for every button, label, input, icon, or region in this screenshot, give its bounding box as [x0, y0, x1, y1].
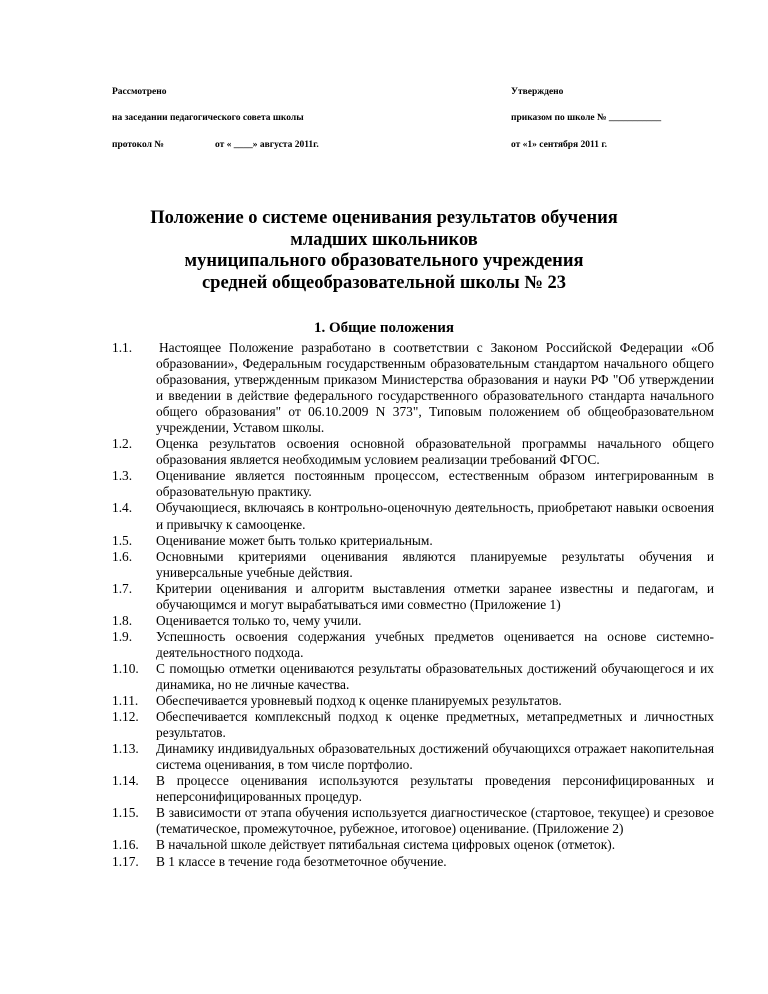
list-item: [112, 581, 714, 613]
list-item: [112, 500, 714, 532]
title-line-1: Положение о системе оценивания результатов обучения: [150, 208, 618, 228]
list-item: [112, 533, 714, 549]
list-item: [112, 629, 714, 661]
header-order: приказом по школе № ___________: [511, 113, 662, 123]
list-item: [112, 436, 714, 468]
item-number: 1.6.: [112, 548, 133, 564]
title-line-4: средней общеобразовательной школы № 23: [201, 272, 567, 293]
header-approved: Утверждено: [511, 87, 564, 97]
item-text: Настоящее Положение разработано в соответствии с Законом Российской Федерации «Об образовании», Федеральным государственным образовательным стандартом начального общего образования, утвержденным приказом Министерства образования и науки РФ "Об утверждении и введении в действие федерального государственного образовательного стандарта начального общего образования" от 06.10.2009 N 373", Типовым положением об общеобразовательном учреждении, Уставом школы.: [156, 340, 714, 436]
list-item: [112, 661, 714, 693]
item-number: 1.3.: [112, 468, 133, 484]
item-number: 1.4.: [112, 500, 133, 516]
header-meeting: на заседании педагогического совета школы: [112, 113, 304, 123]
items-list: [112, 340, 714, 870]
list-item: [112, 468, 714, 500]
document-title: [0, 208, 768, 294]
item-text: В начальной школе действует пятибальная система цифровых оценок (отметок).: [156, 837, 616, 853]
item-text: Обучающиеся, включаясь в контрольно-оценочную деятельность, приобретают навыки освоения и привычку к самооценке.: [156, 500, 714, 532]
title-line-2: младших школьников: [290, 229, 478, 250]
list-item: [112, 837, 714, 853]
item-number: 1.14.: [112, 773, 139, 789]
item-text: Основными критериями оценивания являются планируемые результаты обучения и универсальные учебные действия.: [156, 548, 714, 580]
list-item: [112, 773, 714, 805]
item-text: В процессе оценивания используются результаты проведения персонифицированных и неперсонифицированных процедур.: [156, 773, 714, 805]
list-item: [112, 741, 714, 773]
title-line-3: муниципального образовательного учреждения: [184, 251, 584, 271]
list-item: [112, 613, 714, 629]
item-text: Обеспечивается комплексный подход к оценке предметных, метапредметных и личностных результатов.: [156, 709, 714, 741]
list-item: [112, 340, 714, 436]
item-text: Динамику индивидуальных образовательных достижений обучающихся отражает накопительная система оценивания, в том числе портфолио.: [156, 741, 714, 773]
list-item: [112, 805, 714, 837]
item-number: 1.17.: [112, 853, 139, 869]
item-text: Критерии оценивания и алгоритм выставления отметки заранее известны и педагогам, и обучающимся и могут вырабатываться ими совместно (Приложение 1): [156, 580, 714, 612]
item-text: Оценивание является постоянным процессом, естественным образом интегрированным в образовательную практику.: [156, 468, 714, 500]
item-number: 1.10.: [112, 660, 139, 676]
item-text: В зависимости от этапа обучения используется диагностическое (стартовое, текущее) и срезовое (тематическое, промежуточное, рубежное, итоговое) оценивание. (Приложение 2): [156, 805, 714, 837]
item-text: Успешность освоения содержания учебных предметов оценивается на основе системно-деятельностного подхода.: [156, 628, 714, 660]
header-protocol: протокол №: [112, 140, 164, 150]
section-heading: 1. Общие положения: [313, 320, 455, 336]
list-item: [112, 709, 714, 741]
list-item: [112, 854, 714, 870]
list-item: [112, 549, 714, 581]
item-text: С помощью отметки оцениваются результаты образовательных достижений обучающегося и их динамика, но не личные качества.: [156, 660, 714, 692]
item-number: 1.13.: [112, 741, 139, 757]
item-text: Оценивание может быть только критериальным.: [156, 532, 433, 548]
item-text: В 1 классе в течение года безотметочное обучение.: [156, 853, 447, 869]
item-text: Оценка результатов освоения основной образовательной программы начального общего образования является необходимым условием реализации требований ФГОС.: [156, 436, 714, 468]
item-number: 1.9.: [112, 628, 133, 644]
item-number: 1.2.: [112, 436, 133, 452]
item-number: 1.8.: [112, 612, 133, 628]
header-approval-date: от «1» сентября 2011 г.: [511, 140, 608, 150]
header-meeting-date: от « ____» августа 2011г.: [215, 140, 319, 150]
item-number: 1.7.: [112, 580, 133, 596]
item-number: 1.11.: [112, 693, 139, 709]
item-number: 1.16.: [112, 837, 139, 853]
item-number: 1.12.: [112, 709, 139, 725]
item-text: Оценивается только то, чему учили.: [156, 612, 362, 628]
item-number: 1.5.: [112, 532, 133, 548]
item-text: Обеспечивается уровневый подход к оценке планируемых результатов.: [156, 693, 562, 709]
list-item: [112, 693, 714, 709]
item-number: 1.15.: [112, 805, 139, 821]
header-considered: Рассмотрено: [112, 87, 167, 97]
item-number: 1.1.: [112, 340, 133, 355]
